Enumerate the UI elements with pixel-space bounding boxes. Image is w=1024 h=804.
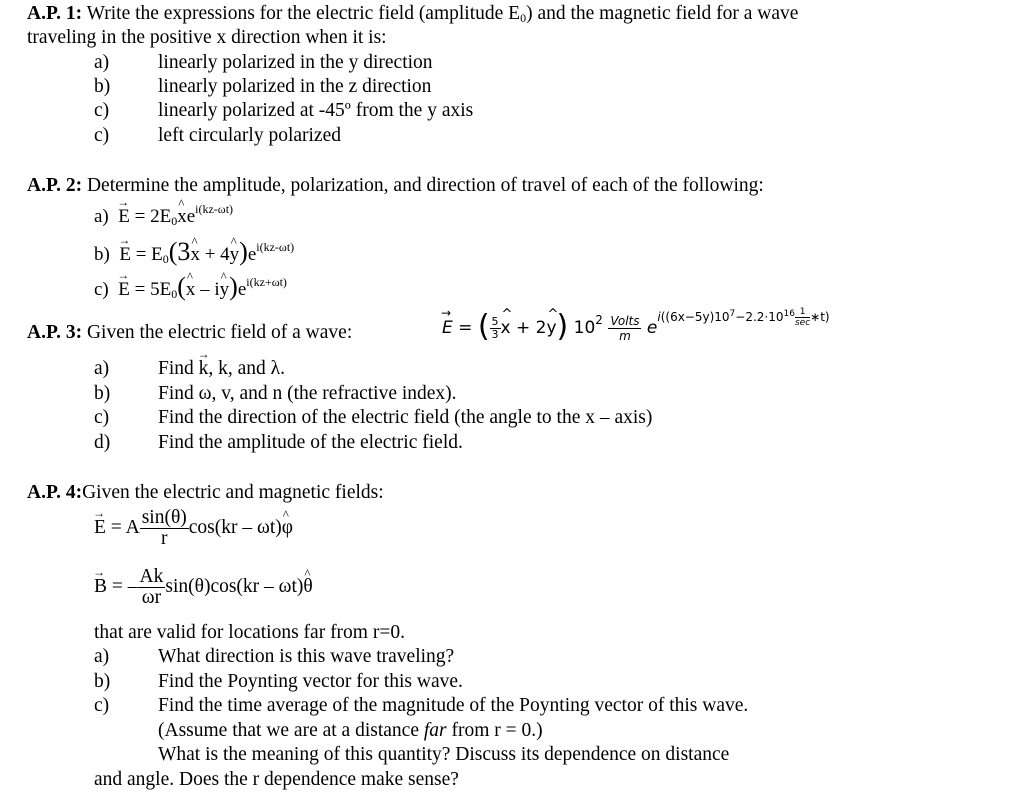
problem-1-text-2: traveling in the positive x direction when it is: — [27, 27, 387, 48]
problem-2-header — [27, 174, 764, 198]
problem-4-magnetic-field: B → = – $\frac{Ak}{\omega r}$ sin(θ)cos(kr – ωt)θ ^ — [94, 567, 313, 608]
problem-3-item-b: b) Find ω, v, and n (the refractive index). — [94, 383, 457, 404]
problem-3-header — [27, 321, 352, 345]
problem-4-meaning: What is the meaning of this quantity? Discuss its dependence on distance — [158, 744, 730, 765]
problem-2-text: Determine the amplitude, polarization, and direction of travel of each of the following: — [86, 175, 764, 196]
problem-4-item-c: c) Find the time average of the magnitude of the Poynting vector of this wave. — [94, 695, 749, 716]
problem-4-validity: that are valid for locations far from r=0. — [94, 622, 405, 643]
problem-2-eq-c: c) E → = $5E_0(x$ ^ – iy $\^{})e^{i(kz+\omega t)}$ — [94, 275, 287, 302]
problem-1-item-a: a) linearly polarized in the y direction — [94, 52, 433, 73]
problem-4-text: Given the electric and magnetic fields: — [82, 482, 384, 503]
problem-1-label: A.P. 1: — [27, 3, 83, 24]
problem-4-last: and angle. Does the r dependence make sense? — [94, 769, 459, 790]
problem-4-item-a: a) What direction is this wave traveling? — [94, 646, 455, 667]
problem-1-item-c: c) linearly polarized at -45º from the y axis — [94, 100, 474, 121]
problem-3-text: Given the electric field of a wave: — [86, 322, 353, 343]
problem-2-eq-b: b) E → = $E_0(3x$ ^ + 4y $\^{})e^{i(kz-\omega t)}$ — [94, 240, 294, 267]
problem-2-label: A.P. 2: — [27, 175, 83, 196]
problem-2-eq-a: a) E → = $2E_0x$ $\^{}e^{i(kz-\omega t)}$ — [94, 205, 233, 229]
problem-1-text: Write the expressions for the electric field (amplitude $E_0$) and the magnetic field for a wave — [86, 3, 799, 25]
problem-3-item-c: c) Find the direction of the electric field (the angle to the x – axis) — [94, 407, 653, 428]
problem-3-item-a: a) Find k →, k, and λ. — [94, 357, 285, 381]
problem-4-electric-field: E → = A $\frac{\sin(\theta)}{r}$ cos(kr – ωt)φ ^ — [94, 508, 293, 549]
problem-4-header — [27, 481, 384, 505]
problem-1-item-b: b) linearly polarized in the z direction — [94, 76, 432, 97]
problem-3-equation: E → = ( $\frac{5}{3}$ x ^ + 2y ^) $10^2$ $\frac{\text{Volts}}{m}$ $e^{i((6x-5y)10^7-2.2\cdot 10^{16} \frac{1}{\sec} ∗t)}$ — [442, 307, 830, 348]
problem-4-label: A.P. 4: — [27, 482, 83, 503]
problem-4-item-b: b) Find the Poynting vector for this wave. — [94, 671, 463, 692]
problem-3-label: A.P. 3: — [27, 322, 83, 343]
problem-1-header — [27, 2, 798, 26]
problem-3-item-d: d) Find the amplitude of the electric field. — [94, 432, 463, 453]
problem-4-assumption: (Assume that we are at a distance far from r = 0.) — [158, 720, 543, 741]
problem-1-item-d: c) left circularly polarized — [94, 125, 341, 146]
